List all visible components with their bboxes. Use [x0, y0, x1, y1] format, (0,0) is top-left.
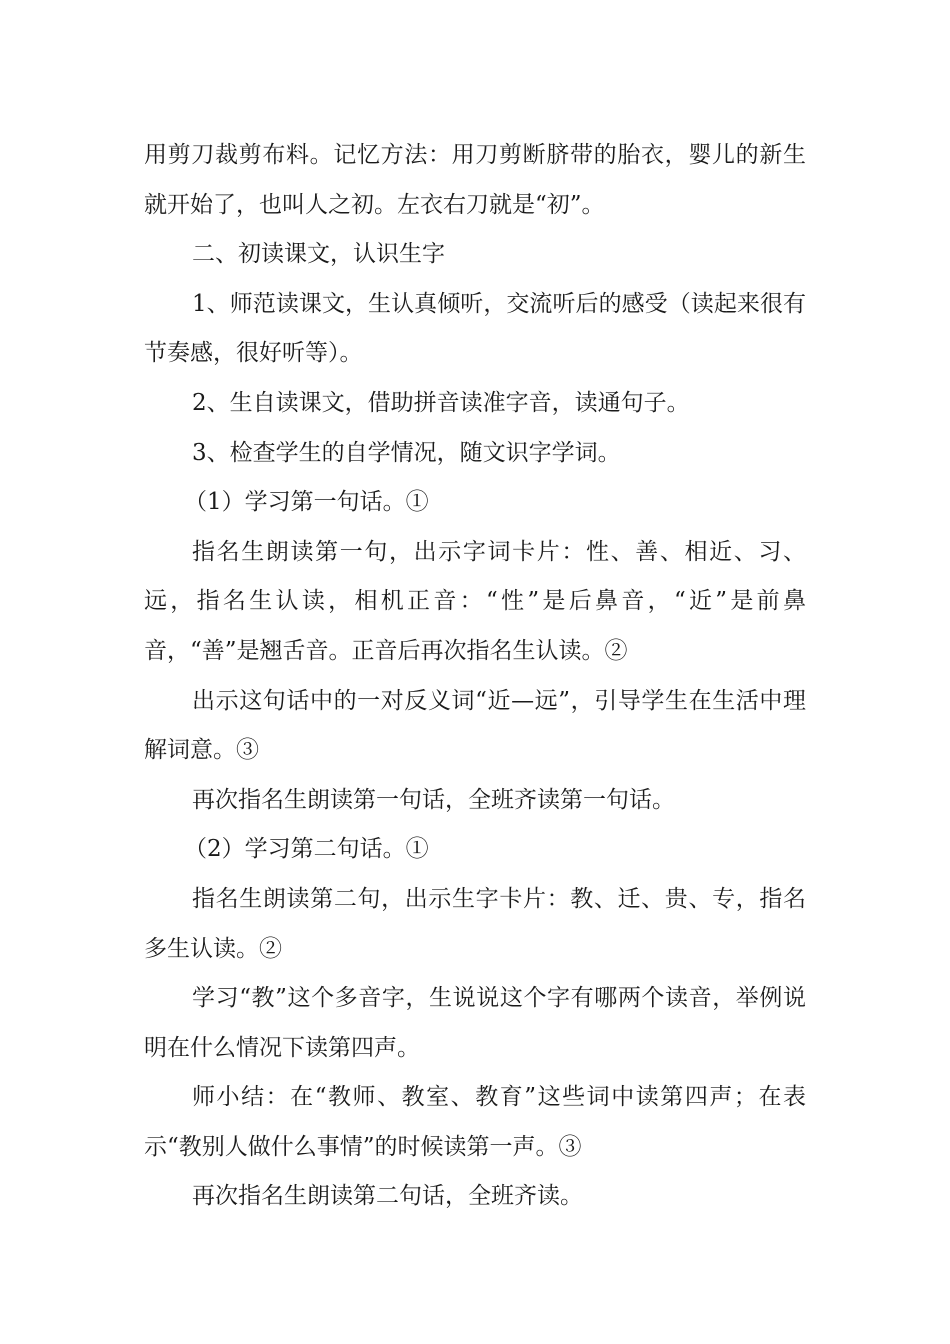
subheading-sentence-2: （2）学习第二句话。① [184, 836, 429, 863]
paragraph-step-2: 2、生自读课文，借助拼音读准字音，读通句子。 [192, 389, 690, 416]
paragraph-sentence-1-cards: 指名生朗读第一句，出示字词卡片：性、善、相近、习、远，指名生认读，相机正音：“性”是后鼻音，“近”是前鼻音，“善”是翘舌音。正音后再次指名生认读。② [144, 538, 806, 664]
paragraph-continuation: 用剪刀裁剪布料。记忆方法：用刀剪断脐带的胎衣，婴儿的新生就开始了，也叫人之初。左衣右刀就是“初”。 [144, 142, 806, 218]
subheading-sentence-1: （1）学习第一句话。① [184, 489, 429, 516]
paragraph-summary: 师小结：在“教师、教室、教育”这些词中读第四声；在表示“教别人做什么事情”的时候读第一声。③ [144, 1084, 806, 1160]
paragraph-sentence-1-reread: 再次指名生朗读第一句话，全班齐读第一句话。 [192, 786, 675, 813]
paragraph-antonym: 出示这句话中的一对反义词“近—远”，引导学生在生活中理解词意。③ [144, 687, 806, 764]
paragraph-step-3: 3、检查学生的自学情况，随文识字学词。 [192, 439, 621, 466]
paragraph-polyphone: 学习“教”这个多音字，生说说这个字有哪两个读音，举例说明在什么情况下读第四声。 [144, 985, 806, 1061]
paragraph-sentence-2-reread: 再次指名生朗读第二句话，全班齐读。 [192, 1183, 583, 1210]
section-heading: 二、初读课文，认识生字 [192, 241, 445, 268]
paragraph-sentence-2-cards: 指名生朗读第二句，出示生字卡片：教、迁、贵、专，指名多生认读。② [144, 885, 806, 962]
paragraph-step-1: 1、师范读课文，生认真倾听，交流听后的感受（读起来很有节奏感，很好听等）。 [144, 290, 806, 367]
document-body [144, 131, 806, 1222]
